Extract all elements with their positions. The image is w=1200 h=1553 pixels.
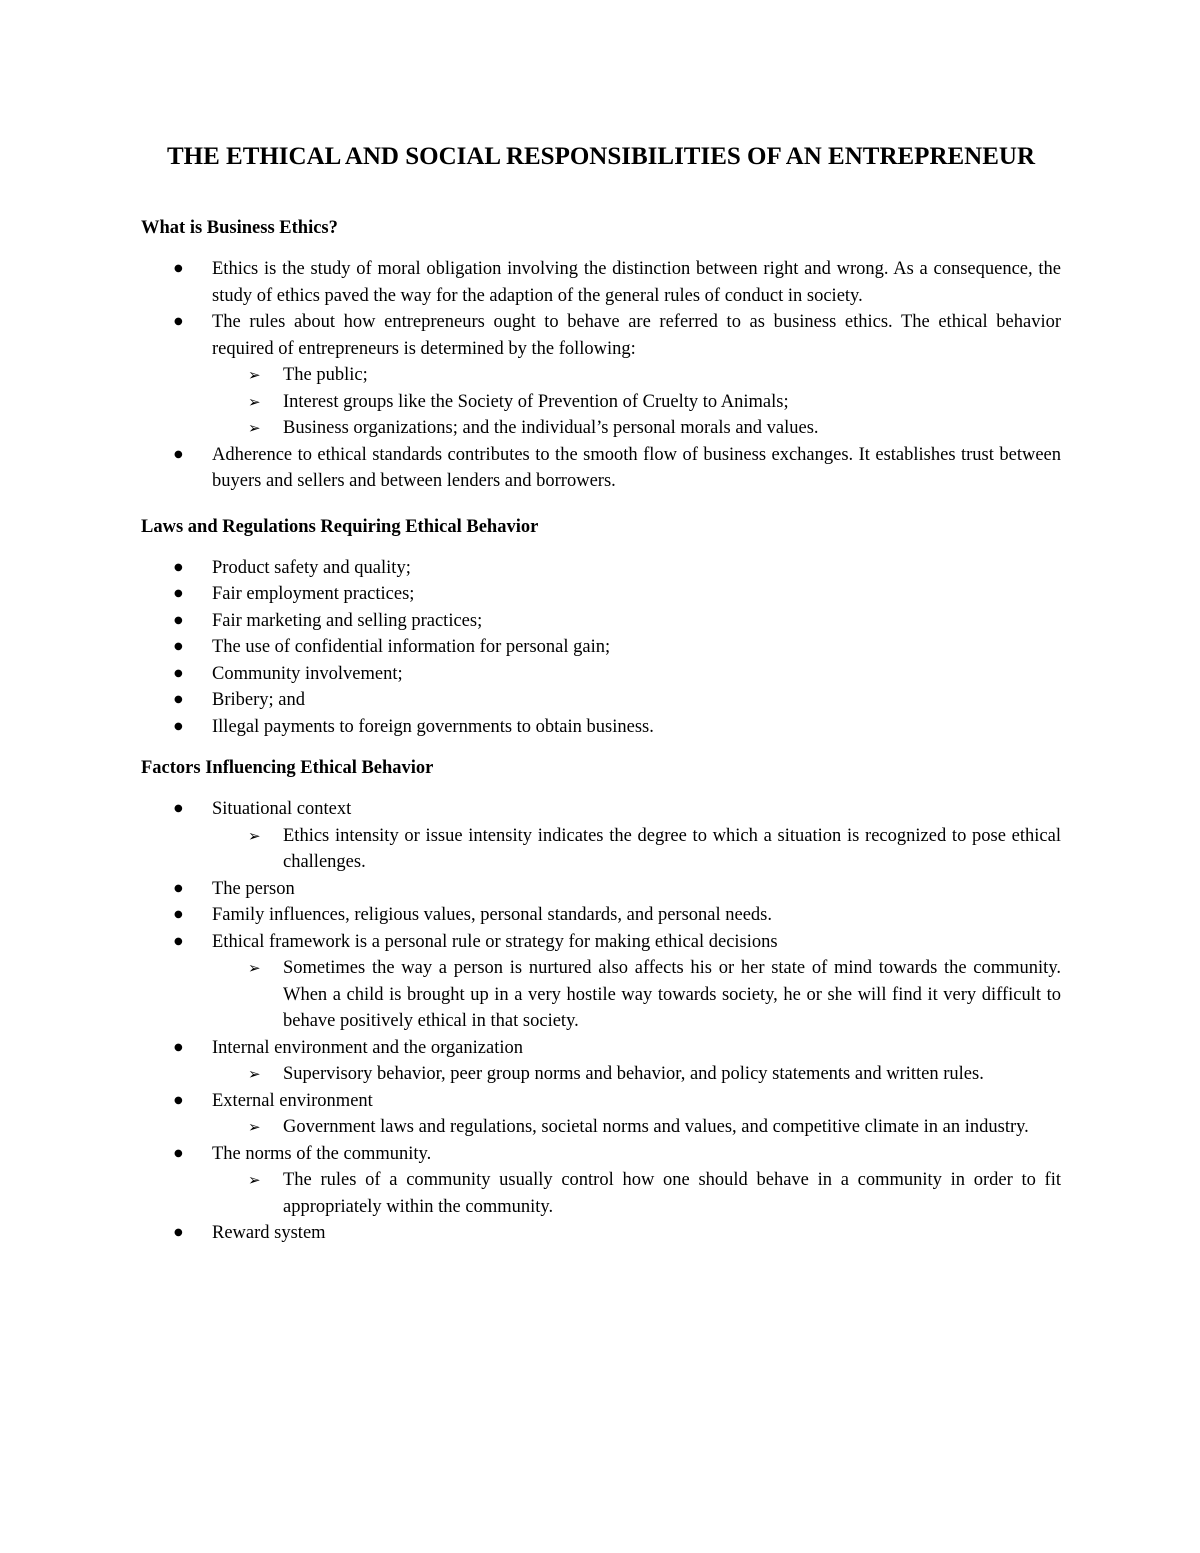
sub-list-item: ➢ The public; [283,362,1061,389]
list-item: ● Ethics is the study of moral obligation involving the distinction between right and wrong. As a consequence, the study of ethics paved the way for the adaption of the general rules of conduct in society. [212,256,1061,309]
list-item [212,1035,1061,1088]
list-item-text: Internal environment and the organization [212,1037,523,1058]
sub-list [212,955,1061,1035]
bullet-list-laws-regulations [141,555,1061,741]
sub-list [212,823,1061,876]
list-item-text: The norms of the community. [212,1143,432,1164]
list-item: ● The person [212,876,1061,903]
sub-list [212,362,1061,442]
sub-list [212,1114,1061,1141]
list-item [212,309,1061,442]
sub-list-item: ➢ Supervisory behavior, peer group norms and behavior, and policy statements and written rules. [283,1061,1061,1088]
sub-list-item: ➢ Government laws and regulations, societal norms and values, and competitive climate in an industry. [283,1114,1061,1141]
section-heading-factors: Factors Influencing Ethical Behavior [141,758,434,778]
list-item: ● Fair employment practices; [212,581,1061,608]
sub-list [212,1167,1061,1220]
sub-list-item: ➢ Interest groups like the Society of Prevention of Cruelty to Animals; [283,389,1061,416]
sub-list-item: ➢ Sometimes the way a person is nurtured also affects his or her state of mind towards the community. When a child is brought up in a very hostile way towards society, he or she will find it very difficult to behave positively ethical in that society. [283,955,1061,1035]
document-title: THE ETHICAL AND SOCIAL RESPONSIBILITIES OF AN ENTREPRENEUR [166,143,1036,170]
list-item: ● Product safety and quality; [212,555,1061,582]
section-heading-laws-regulations: Laws and Regulations Requiring Ethical Behavior [141,516,539,537]
bullet-list-business-ethics [141,256,1061,495]
list-item [212,929,1061,1035]
list-item-text: Situational context [212,799,352,819]
list-item: ● Illegal payments to foreign governments to obtain business. [212,714,1061,741]
list-item [212,1088,1061,1141]
list-item: ● Family influences, religious values, personal standards, and personal needs. [212,902,1061,929]
sub-list-item: ➢ The rules of a community usually control how one should behave in a community in order to fit appropriately within the community. [283,1167,1061,1220]
list-item [212,796,1061,876]
sub-list-item: ➢ Ethics intensity or issue intensity indicates the degree to which a situation is recognized to pose ethical challenges. [283,823,1061,876]
list-item: ● Reward system [212,1220,1061,1247]
section-heading-business-ethics: What is Business Ethics? [141,218,338,238]
list-item: ● Bribery; and [212,687,1061,714]
sub-list-item: ➢ Business organizations; and the individual’s personal morals and values. [283,415,1061,442]
list-item: ● Adherence to ethical standards contributes to the smooth flow of business exchanges. It establishes trust between buyers and sellers and between lenders and borrowers. [212,442,1061,495]
list-item: ● The use of confidential information for personal gain; [212,634,1061,661]
list-item: ● Community involvement; [212,661,1061,688]
bullet-list-factors [141,796,1061,1247]
list-item-text: The rules about how entrepreneurs ought to behave are referred to as business ethics. The ethical behavior required of entrepreneurs is determined by the following: [212,312,1061,359]
document-page [141,140,1061,1247]
list-item: ● Fair marketing and selling practices; [212,608,1061,635]
sub-list [212,1061,1061,1088]
list-item-text: External environment [212,1090,373,1111]
list-item [212,1141,1061,1221]
list-item-text: Ethical framework is a personal rule or strategy for making ethical decisions [212,931,778,952]
